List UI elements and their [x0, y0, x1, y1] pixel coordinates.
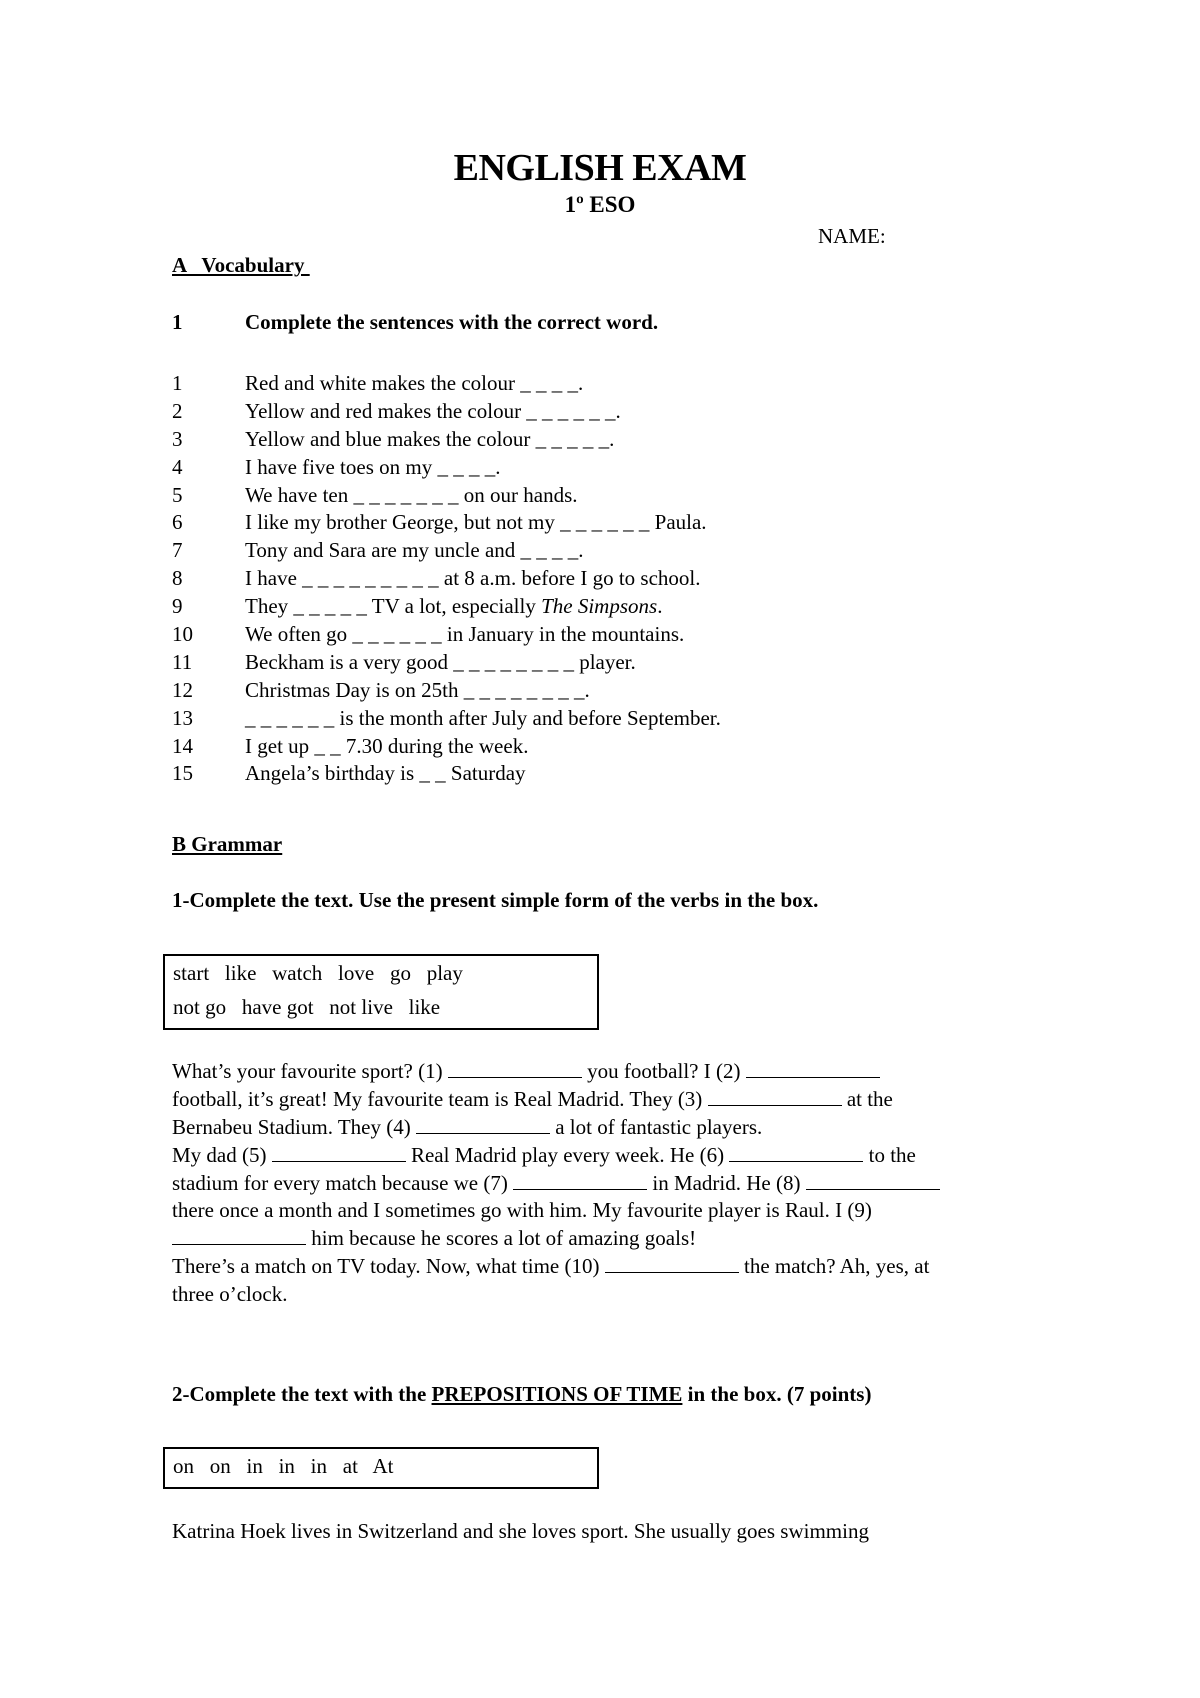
list-item — [172, 509, 721, 537]
grammar-text-1 — [172, 1058, 1032, 1309]
text-fragment: Real Madrid play every week. He (6) — [405, 1142, 730, 1167]
prepositions-box-line: on on in in in at At — [173, 1454, 394, 1478]
list-item — [172, 398, 721, 426]
text-fragment: football, it’s great! My favourite team is Real Madrid. They (3) — [172, 1086, 708, 1111]
item-number: 6 — [172, 510, 183, 535]
section-b-heading: B Grammar — [172, 832, 283, 856]
name-label: NAME: — [818, 224, 886, 248]
vocab-list — [172, 370, 721, 788]
item-number: 10 — [172, 622, 193, 647]
list-item — [172, 677, 721, 705]
text-line — [172, 1253, 1032, 1281]
item-text-end: . — [657, 594, 663, 619]
item-number: 14 — [172, 733, 193, 758]
item-text-italic: The Simpsons — [541, 594, 658, 619]
item-text: I like my brother George, but not my _ _ _ _ _ _ Paula. — [245, 510, 707, 535]
answer-blank-6[interactable] — [729, 1143, 863, 1162]
text-line — [172, 1086, 1032, 1114]
verbs-box — [163, 954, 599, 1030]
text-line — [172, 1058, 1032, 1086]
text-fragment: stadium for every match because we (7) — [172, 1170, 514, 1195]
list-item — [172, 593, 721, 621]
text-fragment: What’s your favourite sport? (1) — [172, 1059, 448, 1083]
grammar-text-2 — [172, 1518, 1032, 1546]
item-number: 12 — [172, 677, 193, 702]
item-text: They _ _ _ _ _ TV a lot, especially — [245, 594, 542, 619]
text-fragment: three o’clock. — [172, 1282, 288, 1307]
answer-blank-8[interactable] — [806, 1171, 940, 1190]
answer-blank-4[interactable] — [416, 1115, 550, 1134]
item-text: Tony and Sara are my uncle and _ _ _ _. — [245, 538, 584, 563]
text-fragment: in Madrid. He (8) — [647, 1170, 806, 1195]
answer-blank-7[interactable] — [513, 1171, 647, 1190]
text-fragment: at the — [841, 1086, 893, 1111]
list-item — [172, 649, 721, 677]
vocab-instruction — [172, 310, 658, 335]
item-text: I have _ _ _ _ _ _ _ _ _ at 8 a.m. before I go to school. — [245, 566, 701, 591]
text-fragment: There’s a match on TV today. Now, what time (10) — [172, 1254, 605, 1279]
text-fragment: the match? Ah, yes, at — [738, 1254, 930, 1279]
list-item — [172, 482, 721, 510]
item-text: _ _ _ _ _ _ is the month after July and before September. — [245, 705, 721, 730]
text-fragment: Bernabeu Stadium. They (4) — [172, 1114, 416, 1139]
item-text: Christmas Day is on 25th _ _ _ _ _ _ _ _. — [245, 677, 590, 702]
answer-blank-2[interactable] — [746, 1059, 880, 1078]
item-number: 2 — [172, 398, 183, 423]
text-line — [172, 1142, 1032, 1170]
section-a-heading: A Vocabulary — [172, 253, 310, 277]
text-line — [172, 1114, 1032, 1142]
instruction-underlined: PREPOSITIONS OF TIME — [431, 1382, 683, 1406]
item-text: I have five toes on my _ _ _ _. — [245, 454, 501, 479]
item-text: I get up _ _ 7.30 during the week. — [245, 733, 529, 758]
vocab-instruction-text: Complete the sentences with the correct word. — [245, 310, 659, 334]
text-fragment: a lot of fantastic players. — [549, 1114, 763, 1139]
text-fragment: there once a month and I sometimes go with him. My favourite player is Raul. I (9) — [172, 1198, 872, 1223]
item-number: 8 — [172, 566, 183, 591]
prepositions-box — [163, 1447, 599, 1489]
text-fragment: My dad (5) — [172, 1142, 272, 1167]
grammar-instruction-1: 1-Complete the text. Use the present simple form of the verbs in the box. — [172, 888, 819, 912]
text-line — [172, 1170, 1032, 1198]
answer-blank-10[interactable] — [605, 1254, 739, 1273]
list-item — [172, 733, 721, 761]
item-number: 13 — [172, 705, 193, 730]
answer-blank-5[interactable] — [272, 1143, 406, 1162]
list-item — [172, 705, 721, 733]
list-item — [172, 621, 721, 649]
list-item — [172, 454, 721, 482]
item-number: 15 — [172, 761, 193, 786]
item-number: 1 — [172, 371, 183, 395]
item-text: Red and white makes the colour _ _ _ _. — [245, 371, 584, 395]
answer-blank-3[interactable] — [708, 1087, 842, 1106]
item-number: 7 — [172, 538, 183, 563]
instruction-fragment: in the box. (7 points) — [682, 1382, 872, 1406]
item-text: Yellow and blue makes the colour _ _ _ _ _. — [245, 426, 615, 451]
answer-blank-1[interactable] — [448, 1059, 582, 1078]
exam-title: ENGLISH EXAM — [453, 147, 747, 189]
item-number: 9 — [172, 594, 183, 619]
exam-subtitle: 1º ESO — [564, 192, 636, 217]
list-item — [172, 760, 721, 788]
text-line — [172, 1225, 1032, 1253]
item-text: We often go _ _ _ _ _ _ in January in the mountains. — [245, 622, 685, 647]
text-fragment: to the — [863, 1142, 916, 1167]
item-number: 3 — [172, 426, 183, 451]
item-text: Yellow and red makes the colour _ _ _ _ _ _. — [245, 398, 621, 423]
list-item — [172, 537, 721, 565]
item-text: Angela’s birthday is _ _ Saturday — [245, 761, 526, 786]
verbs-box-line-2: not go have got not live like — [173, 995, 441, 1019]
text-line — [172, 1281, 1032, 1309]
verbs-box-line-1: start like watch love go play — [173, 961, 463, 985]
instruction-fragment: 2-Complete the text with the — [172, 1382, 432, 1406]
list-item — [172, 426, 721, 454]
item-text: We have ten _ _ _ _ _ _ _ on our hands. — [245, 482, 578, 507]
text-fragment: him because he scores a lot of amazing goals! — [306, 1226, 697, 1251]
text-fragment: you football? I (2) — [581, 1059, 746, 1083]
list-item — [172, 565, 721, 593]
grammar-instruction-2 — [172, 1382, 871, 1407]
item-number: 11 — [172, 649, 193, 674]
item-number: 4 — [172, 454, 183, 479]
answer-blank-9[interactable] — [172, 1226, 306, 1245]
text-line — [172, 1197, 1032, 1225]
item-text: Beckham is a very good _ _ _ _ _ _ _ _ player. — [245, 649, 636, 674]
list-item — [172, 370, 721, 398]
text-line: Katrina Hoek lives in Switzerland and she loves sport. She usually goes swimming — [172, 1519, 869, 1543]
item-number: 5 — [172, 482, 183, 507]
vocab-exercise-number: 1 — [172, 310, 183, 334]
